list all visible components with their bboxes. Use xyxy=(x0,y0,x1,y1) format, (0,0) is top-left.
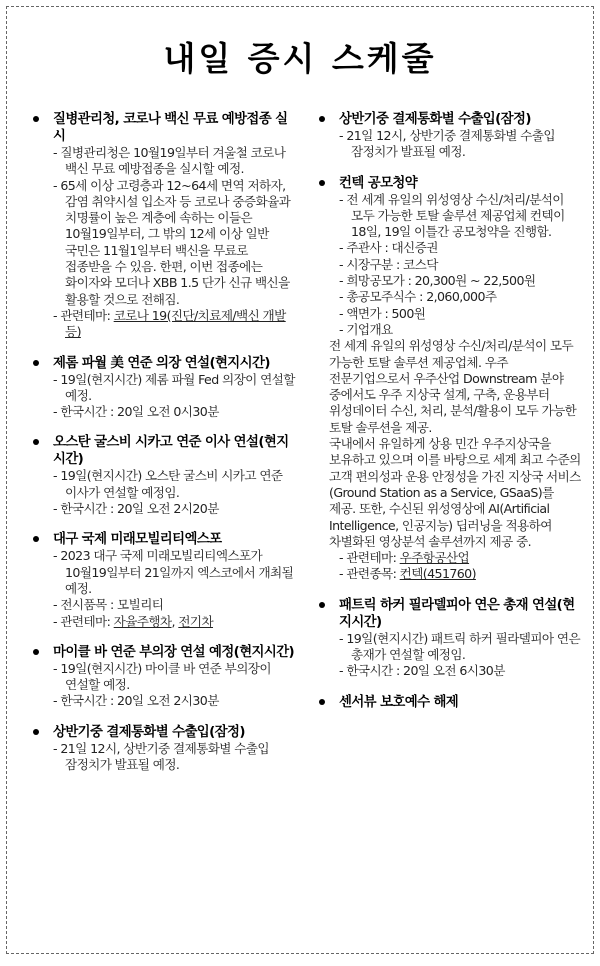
schedule-heading: 컨텍 공모청약 xyxy=(339,175,418,191)
schedule-document xyxy=(6,6,594,954)
schedule-item xyxy=(319,175,581,583)
schedule-item xyxy=(33,724,295,774)
schedule-line: - 질병관리청은 10월19일부터 겨울철 코로나 백신 무료 예방접종을 실시할 예정. xyxy=(53,145,286,177)
schedule-line: - 21일 12시, 상반기중 결제통화별 수출입 잠정치가 발표될 예정. xyxy=(53,740,269,773)
schedule-heading: 패트릭 하커 필라델피아 연은 총재 연설(현지시간) xyxy=(339,597,575,630)
related-theme-link[interactable]: 전기차 xyxy=(178,613,214,629)
schedule-line: - 21일 12시, 상반기중 결제통화별 수출입 잠정치가 발표될 예정. xyxy=(339,128,555,160)
related-theme-label: - 관련테마: xyxy=(53,307,111,323)
bullet-icon xyxy=(319,699,325,705)
bullet-icon xyxy=(33,729,39,735)
schedule-heading: 제롬 파월 美 연준 의장 연설(현지시간) xyxy=(53,355,270,371)
schedule-item xyxy=(33,355,295,421)
company-overview-text: 전 세계 유일의 위성영상 수신/처리/분석이 모두 가능한 토탈 솔루션 제공업체. 우주 전문기업으로서 우주산업 Downstream 분야 중에서도 우주 지상국 설계, 구축, 운용부터 위성데이터 수신, 처리, 분석/활용이 모두 가능한 토탈 솔루션을 제공. xyxy=(329,338,577,435)
bullet-icon xyxy=(33,439,39,445)
schedule-heading: 오스탄 굴스비 시카고 연준 이사 연설(현지시간) xyxy=(53,435,289,468)
related-stock xyxy=(339,566,581,582)
schedule-item xyxy=(33,644,295,710)
schedule-item xyxy=(33,111,295,341)
schedule-line: - 한국시간 : 20일 오전 0시30분 xyxy=(53,404,219,420)
schedule-line: - 한국시간 : 20일 오전 2시30분 xyxy=(53,693,219,709)
schedule-line: - 19일(현지시간) 패트릭 하커 필라델피아 연은 총재가 연설할 예정임. xyxy=(339,630,581,663)
schedule-line: - 전시품목 : 모빌리티 xyxy=(53,597,164,613)
schedule-line: - 주관사 : 대신증권 xyxy=(339,240,438,256)
related-theme-link[interactable]: 자율주행차 xyxy=(113,613,172,629)
schedule-heading: 상반기중 결제통화별 수출입(잠정) xyxy=(53,724,245,740)
schedule-item xyxy=(33,434,295,517)
related-stock-link[interactable]: 컨텍(451760) xyxy=(399,566,476,582)
bullet-icon xyxy=(33,649,39,655)
related-theme-link[interactable]: 코로나 19(진단/치료제/백신 개발 등) xyxy=(65,307,286,340)
schedule-line: - 19일(현지시간) 오스탄 굴스비 시카고 연준 이사가 연설할 예정임. xyxy=(53,468,283,500)
schedule-item xyxy=(33,531,295,629)
schedule-heading: 상반기중 결제통화별 수출입(잠정) xyxy=(339,112,531,127)
related-theme-label: - 관련테마: xyxy=(339,550,397,566)
bullet-icon xyxy=(33,536,39,542)
schedule-heading: 질병관리청, 코로나 백신 무료 예방접종 실시 xyxy=(53,112,288,144)
page-title: 내일 증시 스케줄 xyxy=(163,39,437,78)
related-theme: - 관련테마: 자율주행차, 전기차 xyxy=(53,613,214,629)
related-theme-link[interactable]: 우주항공산업 xyxy=(399,550,470,566)
schedule-line: - 총공모주식수 : 2,060,000주 xyxy=(339,289,497,305)
schedule-line: - 기업개요 xyxy=(339,321,393,337)
schedule-item xyxy=(319,694,581,711)
schedule-heading: 마이클 바 연준 부의장 연설 예정(현지시간) xyxy=(53,644,295,660)
schedule-line: - 시장구분 : 코스닥 xyxy=(339,256,438,272)
bullet-icon xyxy=(33,116,39,122)
related-theme xyxy=(339,550,581,566)
schedule-line: - 희망공모가 : 20,300원 ~ 22,500원 xyxy=(339,273,536,289)
bullet-icon xyxy=(319,116,325,122)
related-theme-label: - 관련테마: xyxy=(53,613,111,629)
schedule-line: - 19일(현지시간) 마이클 바 연준 부의장이 연설할 예정. xyxy=(53,660,271,693)
right-column xyxy=(319,111,581,725)
schedule-line: - 65세 이상 고령층과 12~64세 면역 저하자, 감염 취약시설 입소자 등 코로나 중증화율과 치명률이 높은 계층에 속하는 이들은 10월19일부터, 그 밖의 12세 이상 일반 국민은 11월1일부터 백신을 무료로 접종받을 수 있음. 한편, 이번 접종에는 화이자와 모더나 XBB 1.5 단가 신규 백신을 활용할 것으로 전해짐. xyxy=(53,177,291,307)
schedule-line: - 액면가 : 500원 xyxy=(339,305,426,321)
schedule-line: - 19일(현지시간) 제롬 파월 Fed 의장이 연설할 예정. xyxy=(53,371,295,403)
related-stock-label: - 관련종목: xyxy=(339,566,397,582)
schedule-item xyxy=(319,111,581,161)
company-overview-text: 국내에서 유일하게 상용 민간 우주지상국을 보유하고 있으며 이를 바탕으로 세계 최고 수준의 고객 편의성과 운용 안정성을 가진 지상국 서비스(Ground Station as a Service, GSaaS)를 제공. 또한, 수신된 위성영상에 AI(Artificial Intelligence, 인공지능) 딥러닝을 적용하여 차별화된 영상분석 솔루션까지 제공 중. xyxy=(329,436,581,549)
bullet-icon xyxy=(319,180,325,186)
related-theme xyxy=(53,308,295,341)
schedule-line: - 2023 대구 국제 미래모빌리티엑스포가 10월19일부터 21일까지 엑스코에서 개최될 예정. xyxy=(53,548,294,596)
schedule-line: - 전 세계 유일의 위성영상 수신/처리/분석이 모두 가능한 토탈 솔루션 제공업체 컨텍이 18일, 19일 이틀간 공모청약을 진행함. xyxy=(339,191,565,240)
schedule-heading: 센서뷰 보호예수 해제 xyxy=(339,694,459,710)
bullet-icon xyxy=(33,360,39,366)
bullet-icon xyxy=(319,602,325,608)
schedule-heading: 대구 국제 미래모빌리티엑스포 xyxy=(53,532,222,548)
left-column xyxy=(33,111,295,787)
schedule-line: - 한국시간 : 20일 오전 6시30분 xyxy=(339,663,505,679)
schedule-item xyxy=(319,597,581,680)
schedule-line: - 한국시간 : 20일 오전 2시20분 xyxy=(53,501,219,517)
